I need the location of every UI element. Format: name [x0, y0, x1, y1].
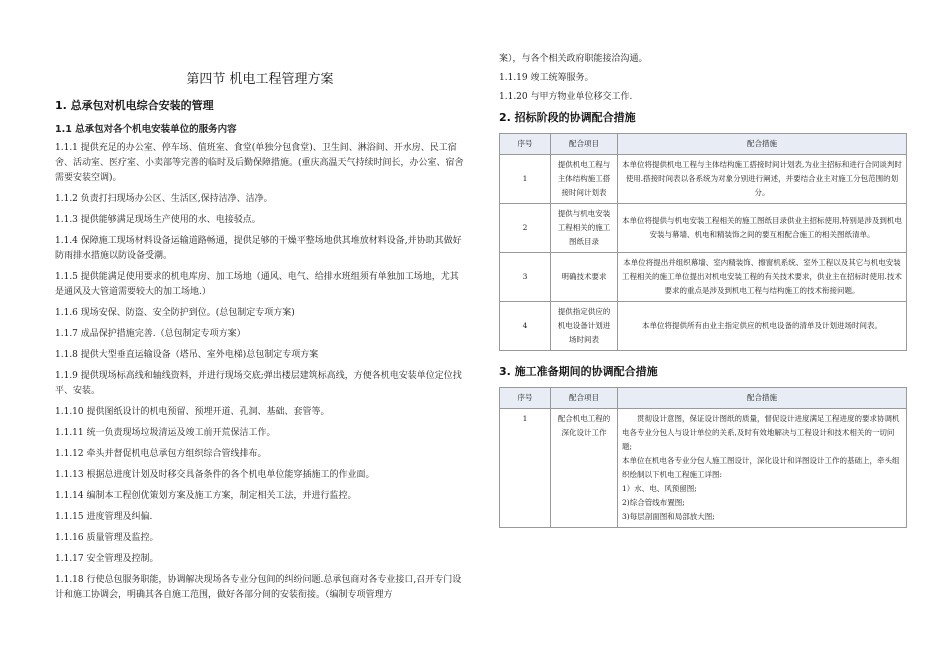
service-item: 1.1.7 成品保护措施完善.（总包制定专项方案） — [55, 329, 246, 339]
service-item: 1.1.4 保障施工现场材料设备运输道路畅通，提供足够的干燥平整场地供其堆放材料设备,并协助其做好防雨排水措施以防设备受潮。 — [55, 236, 462, 261]
service-item: 1.1.16 质量管理及监控。 — [55, 533, 159, 543]
table-row — [500, 155, 907, 204]
service-item: 1.1.10 提供图纸设计的机电预留、预埋开道、孔洞、基础、套管等。 — [55, 407, 330, 417]
table-row — [500, 253, 907, 302]
service-item: 1.1.17 安全管理及控制。 — [55, 554, 159, 564]
row-number: 1 — [500, 409, 551, 528]
measure-line: 2)综合管线布置图; — [622, 498, 685, 507]
measure-line: 贯彻设计意图，保证设计图纸的质量，督促设计进度满足工程进度的要求协调机电各专业分包人与设计单位的关系,及时有效地解决与工程设计和技术相关的一切问题; — [622, 414, 900, 451]
measure-line: 1）水、电、风预留图; — [622, 484, 697, 493]
service-item: 1.1.9 提供现场标高线和轴线资料，并进行现场交底;弹出楼层建筑标高线，方便各机电安装单位定位找平、安装。 — [55, 371, 462, 396]
measure-line: 本单位在机电各专业分包人施工图设计，深化设计和详图设计工作的基础上，牵头组织绘制以下机电工程施工详图: — [622, 456, 900, 479]
service-item: 1.1.13 根据总进度计划及时移交具备条件的各个机电单位能穿插施工的作业面。 — [55, 470, 375, 480]
table-row — [500, 409, 907, 528]
column-header-no: 序号 — [500, 134, 551, 155]
service-item: 1.1.19 竣工统筹服务。 — [499, 73, 594, 83]
row-measure: 本单位将提出并组织幕墙、室内精装饰、擦窗机系统、室外工程以及其它与机电安装工程相关的施工单位提出对机电安装工程的有关技术要求，供业主在招标时使用.技术要求的重点是涉及到机电工程与结构施工的技术衔接问题。 — [618, 253, 907, 302]
row-item: 提供与机电安装工程相关的施工图纸目录 — [551, 204, 618, 253]
service-item: 1.1.20 与甲方物业单位移交工作. — [499, 92, 633, 102]
column-header-measures: 配合措施 — [618, 388, 907, 409]
service-item: 1.1.1 提供充足的办公室、停车场、值班室、食堂(单独分包食堂)、卫生间、淋浴间、开水房、民工宿舍、活动室、医疗室、小卖部等完善的临时及后勤保障措施。(重庆高温天气持续时间长，办公室、宿舍需要安装空调)。 — [55, 143, 464, 183]
service-item: 1.1.3 提供能够满足现场生产使用的水、电接驳点。 — [55, 215, 261, 225]
column-header-no: 序号 — [500, 388, 551, 409]
left-column — [55, 62, 465, 609]
service-item: 1.1.8 提供大型垂直运输设备（塔吊、室外电梯)总包制定专项方案 — [55, 350, 319, 360]
table-header-row — [500, 134, 907, 155]
service-item: 1.1.18 行使总包服务职能，协调解决现场各专业分包间的纠纷问题.总承包商对各专业接口,召开专门设计和施工协调会，明确其各自施工范围，做好各部分间的安装衔接。（编制专项管理方 — [55, 575, 462, 600]
measure-line: 3)每层剖面图和局部放大图; — [622, 512, 715, 521]
column-header-measures: 配合措施 — [618, 134, 907, 155]
row-item: 明确技术要求 — [551, 253, 618, 302]
continued-items — [499, 52, 907, 105]
table-header-row — [500, 388, 907, 409]
row-measure: 本单位将提供机电工程与主体结构施工搭接时间计划表,为业主招标和进行合同谈判时使用.搭接时间表以各系统为对象分别进行阐述，并要结合业主对施工分包范围的划分。 — [618, 155, 907, 204]
bidding-coordination-table — [499, 133, 907, 351]
preparation-coordination-table — [499, 387, 907, 528]
row-item: 提供指定供应的机电设备计划进场时间表 — [551, 302, 618, 351]
service-item: 1.1.5 提供能满足使用要求的机电库房、加工场地（通风、电气、给排水班组须有单独加工场地，尤其是通风及大管道需要较大的加工场地.） — [55, 272, 459, 297]
column-header-item: 配合项目 — [551, 134, 618, 155]
heading-preparation-coordination: 3. 施工准备期间的协调配合措施 — [499, 365, 658, 378]
service-item: 案），与各个相关政府职能接洽沟通。 — [499, 54, 648, 64]
row-item: 配合机电工程的深化设计工作 — [551, 409, 618, 528]
row-measure: 本单位将提供与机电安装工程相关的施工图纸目录供业主招标使用,特别是涉及到机电安装与幕墙、机电和精装饰之间的要互相配合施工的相关图纸清单。 — [618, 204, 907, 253]
row-measure: 本单位将提供所有由业主指定供应的机电设备的清单及计划进场时间表。 — [618, 302, 907, 351]
row-item: 提供机电工程与主体结构施工搭接时间计划表 — [551, 155, 618, 204]
table-row — [500, 204, 907, 253]
row-measure — [618, 409, 907, 528]
row-number: 2 — [500, 204, 551, 253]
column-header-item: 配合项目 — [551, 388, 618, 409]
service-item: 1.1.15 进度管理及纠偏. — [55, 512, 153, 522]
row-number: 3 — [500, 253, 551, 302]
heading-bidding-coordination: 2. 招标阶段的协调配合措施 — [499, 111, 636, 124]
service-item: 1.1.14 编制本工程创优策划方案及施工方案，制定相关工法，并进行监控。 — [55, 491, 357, 501]
table-row — [500, 302, 907, 351]
right-column — [499, 52, 907, 540]
heading-service-content: 1.1 总承包对各个机电安装单位的服务内容 — [55, 124, 237, 135]
heading-general-management: 1. 总承包对机电综合安装的管理 — [55, 99, 214, 112]
service-item: 1.1.12 牵头并督促机电总承包方组织综合管线排布。 — [55, 449, 267, 459]
service-item: 1.1.11 统一负责现场垃圾清运及竣工前开荒保洁工作。 — [55, 428, 276, 438]
row-number: 4 — [500, 302, 551, 351]
section-title: 第四节 机电工程管理方案 — [186, 72, 334, 87]
service-item: 1.1.2 负责打扫现场办公区、生活区,保持洁净、洁净。 — [55, 194, 273, 204]
row-number: 1 — [500, 155, 551, 204]
service-item: 1.1.6 现场安保、防盗、安全防护到位。(总包制定专项方案) — [55, 308, 295, 318]
